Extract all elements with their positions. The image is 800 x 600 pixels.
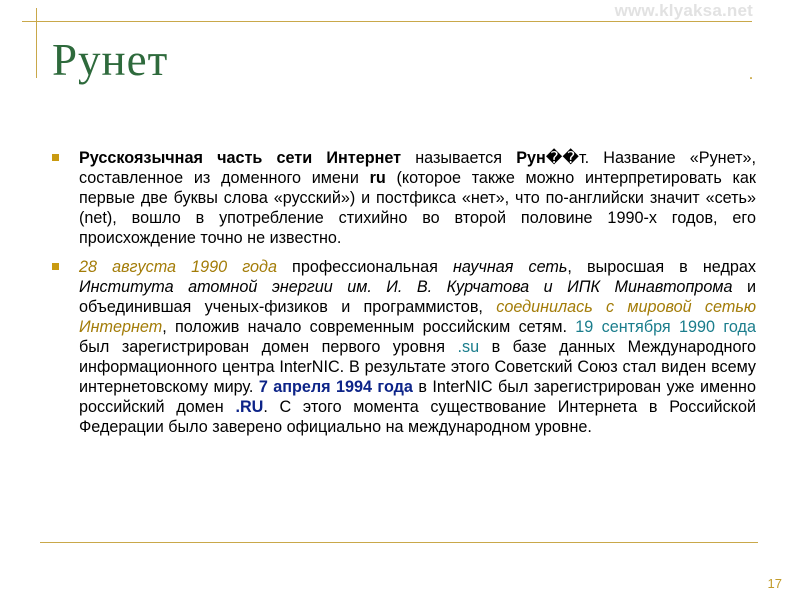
bullet-runet-definition (52, 148, 756, 248)
bullet-2-span-2: профессиональная (276, 258, 453, 276)
slide-content (52, 148, 756, 446)
square-bullet-icon (52, 154, 59, 161)
bullet-1-span-3: Рун (516, 149, 546, 167)
bullet-2-span-9: 19 сентября 1990 года (575, 318, 756, 336)
bullet-2-span-8: , положив начало современным российским сетям. (162, 318, 576, 336)
bullet-1-span-4: т. Название «Рунет», составленное из доменного имени (79, 149, 756, 187)
bullet-2-span-12: в базе данных Международного информационного центра InterNIC. В результате этого Советский Союз стал виден всему интернетовскому миру. (79, 338, 756, 396)
bullet-2-span-6: и объединившая ученых-физиков и программистов, (79, 278, 756, 316)
bullet-1-broken-glyphs: �� (545, 149, 579, 167)
bullet-2-span-11: .su (457, 338, 480, 356)
bullet-2-span-5: Института атомной энергии им. И. В. Курчатова и ИПК Минавтопрома (79, 278, 733, 296)
left-accent-line (36, 8, 37, 78)
bullet-runet-history (52, 257, 756, 437)
top-divider (22, 21, 752, 22)
slide-title: Рунет (52, 35, 169, 85)
bullet-2-span-15: .RU (235, 398, 264, 416)
bullet-1-span-6: (которое также можно интерпретировать как первые две буквы слова «русский») и постфикса «нет», что по-английски значит «сеть» (net), вошло в употребление стихийно во второй половине 1990-х годов, его происхождение точно не известно. (79, 169, 756, 247)
bullet-2-span-1: 28 августа 1990 года (79, 258, 277, 276)
square-bullet-icon (52, 263, 59, 270)
bullet-1-span-5: ru (369, 169, 386, 187)
bottom-divider (40, 542, 758, 543)
page-number: 17 (767, 576, 782, 591)
title-dot: . (749, 66, 753, 83)
bullet-1-span-1: Русскоязычная часть сети Интернет (79, 149, 402, 167)
bullet-2-span-7: соединилась с мировой сетью Интернет (79, 298, 757, 336)
bullet-2-span-14: в InterNIC был зарегистрирован уже именно российский домен (79, 378, 757, 416)
bullet-2-span-16: . С этого момента существование Интернета в Российской Федерации было заверено официально на международном уровне. (79, 398, 756, 436)
bullet-2-span-13: 7 апреля 1994 года (258, 378, 413, 396)
bullet-2-span-4: , выросшая в недрах (567, 258, 756, 276)
watermark: www.klyaksa.net (614, 1, 753, 20)
bullet-2-span-10: был зарегистрирован домен первого уровня (79, 338, 458, 356)
bullet-1-span-2: называется (401, 149, 517, 167)
bullet-2-span-3: научная сеть (453, 258, 568, 276)
